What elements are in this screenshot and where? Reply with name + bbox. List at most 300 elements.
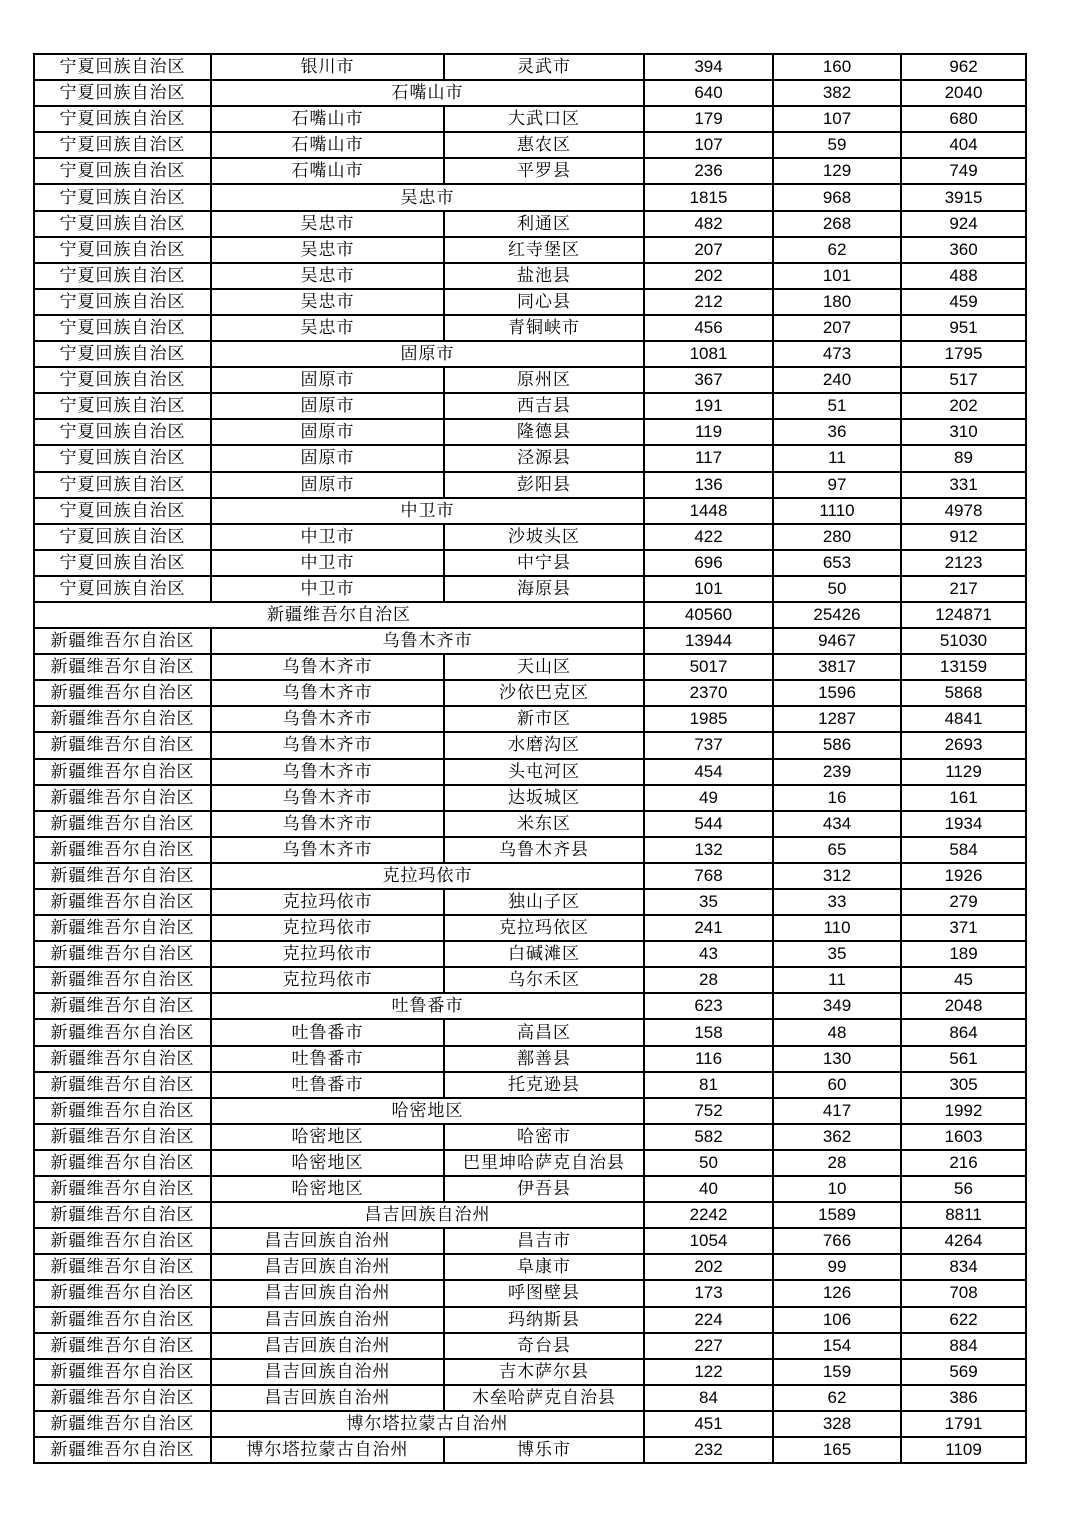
- cell-value-1: 49: [644, 785, 773, 811]
- cell-province: 新疆维吾尔自治区: [34, 706, 211, 732]
- cell-value-3: 924: [901, 211, 1026, 237]
- cell-value-1: 752: [644, 1098, 773, 1124]
- table-row: [34, 1437, 1026, 1463]
- table-row: [34, 315, 1026, 341]
- cell-value-2: 1110: [773, 498, 901, 524]
- cell-province: 新疆维吾尔自治区: [34, 1176, 211, 1202]
- cell-value-1: 136: [644, 472, 773, 498]
- cell-district: 天山区: [444, 654, 644, 680]
- cell-district: 高昌区: [444, 1019, 644, 1045]
- cell-city: 吐鲁番市: [211, 1046, 444, 1072]
- cell-city: 昌吉回族自治州: [211, 1385, 444, 1411]
- cell-province: 新疆维吾尔自治区: [34, 1072, 211, 1098]
- cell-city: 石嘴山市: [211, 106, 444, 132]
- cell-value-1: 454: [644, 759, 773, 785]
- cell-province: 宁夏回族自治区: [34, 315, 211, 341]
- table-row: [34, 654, 1026, 680]
- cell-district: 鄯善县: [444, 1046, 644, 1072]
- table-row: [34, 237, 1026, 263]
- cell-value-3: 584: [901, 837, 1026, 863]
- cell-city: 乌鲁木齐市: [211, 785, 444, 811]
- table-row: [34, 1098, 1026, 1124]
- cell-value-1: 84: [644, 1385, 773, 1411]
- cell-value-2: 362: [773, 1124, 901, 1150]
- cell-value-3: 305: [901, 1072, 1026, 1098]
- cell-province: 宁夏回族自治区: [34, 576, 211, 602]
- cell-district: 沙依巴克区: [444, 680, 644, 706]
- cell-value-2: 110: [773, 915, 901, 941]
- cell-value-3: 386: [901, 1385, 1026, 1411]
- cell-value-3: 13159: [901, 654, 1026, 680]
- cell-value-3: 884: [901, 1333, 1026, 1359]
- cell-province: 新疆维吾尔自治区: [34, 1098, 211, 1124]
- cell-district: 彭阳县: [444, 472, 644, 498]
- cell-city: 固原市: [211, 419, 444, 445]
- cell-district: 白碱滩区: [444, 941, 644, 967]
- cell-province: 新疆维吾尔自治区: [34, 837, 211, 863]
- cell-city: 乌鲁木齐市: [211, 654, 444, 680]
- cell-province: 新疆维吾尔自治区: [34, 1254, 211, 1280]
- cell-value-2: 126: [773, 1280, 901, 1306]
- cell-district: 泾源县: [444, 445, 644, 471]
- cell-city: 昌吉回族自治州: [211, 1359, 444, 1385]
- cell-value-1: 191: [644, 393, 773, 419]
- cell-city: 固原市: [211, 445, 444, 471]
- cell-district: 西吉县: [444, 393, 644, 419]
- cell-value-2: 130: [773, 1046, 901, 1072]
- cell-district: 阜康市: [444, 1254, 644, 1280]
- cell-district: 红寺堡区: [444, 237, 644, 263]
- cell-district: 伊吾县: [444, 1176, 644, 1202]
- cell-province: 新疆维吾尔自治区: [34, 1150, 211, 1176]
- cell-value-1: 202: [644, 1254, 773, 1280]
- cell-value-3: 89: [901, 445, 1026, 471]
- cell-value-2: 106: [773, 1307, 901, 1333]
- region-statistics-table: [33, 53, 1027, 1464]
- cell-province: 新疆维吾尔自治区: [34, 915, 211, 941]
- cell-city: 克拉玛依市: [211, 967, 444, 993]
- cell-value-1: 232: [644, 1437, 773, 1463]
- cell-district: 大武口区: [444, 106, 644, 132]
- cell-value-3: 371: [901, 915, 1026, 941]
- table-row: [34, 1124, 1026, 1150]
- cell-value-2: 33: [773, 889, 901, 915]
- cell-district: 乌鲁木齐县: [444, 837, 644, 863]
- cell-district: 吉木萨尔县: [444, 1359, 644, 1385]
- cell-city: 固原市: [211, 472, 444, 498]
- cell-city-total: 石嘴山市: [211, 80, 644, 106]
- cell-city-total: 昌吉回族自治州: [211, 1202, 644, 1228]
- cell-city: 昌吉回族自治州: [211, 1333, 444, 1359]
- cell-value-2: 328: [773, 1411, 901, 1437]
- cell-district: 新市区: [444, 706, 644, 732]
- cell-value-1: 202: [644, 263, 773, 289]
- cell-value-2: 1596: [773, 680, 901, 706]
- cell-value-1: 40560: [644, 602, 773, 628]
- cell-district: 同心县: [444, 289, 644, 315]
- cell-value-2: 160: [773, 54, 901, 80]
- cell-value-1: 422: [644, 524, 773, 550]
- cell-value-1: 582: [644, 1124, 773, 1150]
- cell-value-1: 768: [644, 863, 773, 889]
- cell-value-1: 5017: [644, 654, 773, 680]
- cell-value-2: 268: [773, 211, 901, 237]
- table-row: [34, 915, 1026, 941]
- cell-value-1: 544: [644, 811, 773, 837]
- cell-district: 玛纳斯县: [444, 1307, 644, 1333]
- cell-value-1: 451: [644, 1411, 773, 1437]
- cell-value-3: 488: [901, 263, 1026, 289]
- cell-province: 宁夏回族自治区: [34, 393, 211, 419]
- cell-value-3: 8811: [901, 1202, 1026, 1228]
- cell-province: 新疆维吾尔自治区: [34, 967, 211, 993]
- cell-value-1: 207: [644, 237, 773, 263]
- cell-value-2: 16: [773, 785, 901, 811]
- cell-value-3: 279: [901, 889, 1026, 915]
- table-row: [34, 1150, 1026, 1176]
- cell-value-2: 9467: [773, 628, 901, 654]
- cell-province: 宁夏回族自治区: [34, 524, 211, 550]
- table-row: [34, 132, 1026, 158]
- cell-value-2: 180: [773, 289, 901, 315]
- cell-value-3: 1129: [901, 759, 1026, 785]
- cell-district: 达坂城区: [444, 785, 644, 811]
- cell-value-2: 653: [773, 550, 901, 576]
- cell-value-2: 51: [773, 393, 901, 419]
- cell-value-1: 212: [644, 289, 773, 315]
- cell-city: 乌鲁木齐市: [211, 680, 444, 706]
- cell-value-2: 968: [773, 184, 901, 210]
- table-row: [34, 367, 1026, 393]
- cell-city: 中卫市: [211, 576, 444, 602]
- cell-value-1: 1054: [644, 1228, 773, 1254]
- cell-city-total: 固原市: [211, 341, 644, 367]
- cell-value-1: 482: [644, 211, 773, 237]
- cell-province: 宁夏回族自治区: [34, 211, 211, 237]
- cell-value-2: 129: [773, 158, 901, 184]
- cell-value-2: 382: [773, 80, 901, 106]
- cell-district: 沙坡头区: [444, 524, 644, 550]
- cell-province: 新疆维吾尔自治区: [34, 680, 211, 706]
- cell-value-3: 3915: [901, 184, 1026, 210]
- cell-value-3: 202: [901, 393, 1026, 419]
- cell-city: 固原市: [211, 393, 444, 419]
- cell-city: 固原市: [211, 367, 444, 393]
- cell-district: 托克逊县: [444, 1072, 644, 1098]
- cell-value-1: 179: [644, 106, 773, 132]
- cell-value-3: 680: [901, 106, 1026, 132]
- cell-province: 新疆维吾尔自治区: [34, 941, 211, 967]
- cell-value-3: 2048: [901, 993, 1026, 1019]
- cell-value-3: 189: [901, 941, 1026, 967]
- cell-value-2: 97: [773, 472, 901, 498]
- cell-value-1: 640: [644, 80, 773, 106]
- cell-value-2: 586: [773, 732, 901, 758]
- cell-value-1: 394: [644, 54, 773, 80]
- table-row: [34, 211, 1026, 237]
- cell-province: 宁夏回族自治区: [34, 472, 211, 498]
- cell-city: 哈密地区: [211, 1176, 444, 1202]
- cell-district: 头屯河区: [444, 759, 644, 785]
- cell-value-3: 1926: [901, 863, 1026, 889]
- table-row: [34, 524, 1026, 550]
- cell-value-3: 2040: [901, 80, 1026, 106]
- cell-value-3: 4841: [901, 706, 1026, 732]
- cell-value-2: 62: [773, 237, 901, 263]
- cell-value-3: 4264: [901, 1228, 1026, 1254]
- cell-province: 宁夏回族自治区: [34, 498, 211, 524]
- cell-province: 宁夏回族自治区: [34, 445, 211, 471]
- cell-province: 新疆维吾尔自治区: [34, 1385, 211, 1411]
- cell-province: 新疆维吾尔自治区: [34, 889, 211, 915]
- cell-value-1: 119: [644, 419, 773, 445]
- table-row: [34, 419, 1026, 445]
- cell-value-1: 40: [644, 1176, 773, 1202]
- cell-value-3: 1795: [901, 341, 1026, 367]
- table-row: [34, 602, 1026, 628]
- cell-value-3: 1791: [901, 1411, 1026, 1437]
- cell-value-3: 1992: [901, 1098, 1026, 1124]
- cell-city: 中卫市: [211, 550, 444, 576]
- cell-value-3: 4978: [901, 498, 1026, 524]
- cell-value-3: 310: [901, 419, 1026, 445]
- cell-value-2: 10: [773, 1176, 901, 1202]
- cell-value-1: 117: [644, 445, 773, 471]
- cell-province: 新疆维吾尔自治区: [34, 628, 211, 654]
- cell-district: 独山子区: [444, 889, 644, 915]
- cell-value-1: 227: [644, 1333, 773, 1359]
- cell-city: 吴忠市: [211, 263, 444, 289]
- table-row: [34, 341, 1026, 367]
- cell-district: 青铜峡市: [444, 315, 644, 341]
- cell-value-1: 28: [644, 967, 773, 993]
- cell-value-2: 28: [773, 1150, 901, 1176]
- cell-value-1: 116: [644, 1046, 773, 1072]
- cell-value-3: 51030: [901, 628, 1026, 654]
- cell-value-3: 5868: [901, 680, 1026, 706]
- table-row: [34, 263, 1026, 289]
- cell-district: 乌尔禾区: [444, 967, 644, 993]
- cell-value-3: 56: [901, 1176, 1026, 1202]
- cell-city: 昌吉回族自治州: [211, 1307, 444, 1333]
- table-row: [34, 759, 1026, 785]
- cell-city: 吐鲁番市: [211, 1072, 444, 1098]
- cell-value-1: 101: [644, 576, 773, 602]
- cell-value-3: 749: [901, 158, 1026, 184]
- cell-value-1: 367: [644, 367, 773, 393]
- cell-city: 哈密地区: [211, 1150, 444, 1176]
- cell-district: 呼图壁县: [444, 1280, 644, 1306]
- cell-value-1: 35: [644, 889, 773, 915]
- cell-province: 宁夏回族自治区: [34, 263, 211, 289]
- table-row: [34, 1333, 1026, 1359]
- table-row: [34, 993, 1026, 1019]
- cell-province: 宁夏回族自治区: [34, 80, 211, 106]
- cell-value-2: 36: [773, 419, 901, 445]
- cell-city: 吴忠市: [211, 289, 444, 315]
- cell-city: 昌吉回族自治州: [211, 1280, 444, 1306]
- table-row: [34, 80, 1026, 106]
- cell-province: 宁夏回族自治区: [34, 158, 211, 184]
- table-body: [34, 54, 1026, 1463]
- cell-value-2: 349: [773, 993, 901, 1019]
- cell-value-2: 62: [773, 1385, 901, 1411]
- cell-city: 乌鲁木齐市: [211, 706, 444, 732]
- cell-province: 新疆维吾尔自治区: [34, 1307, 211, 1333]
- cell-value-1: 122: [644, 1359, 773, 1385]
- cell-province: 新疆维吾尔自治区: [34, 1228, 211, 1254]
- cell-district: 博乐市: [444, 1437, 644, 1463]
- cell-value-3: 561: [901, 1046, 1026, 1072]
- cell-value-2: 239: [773, 759, 901, 785]
- table-row: [34, 1202, 1026, 1228]
- cell-district: 水磨沟区: [444, 732, 644, 758]
- cell-city: 吴忠市: [211, 237, 444, 263]
- cell-value-3: 216: [901, 1150, 1026, 1176]
- cell-district: 昌吉市: [444, 1228, 644, 1254]
- table-row: [34, 289, 1026, 315]
- cell-value-3: 912: [901, 524, 1026, 550]
- cell-city: 吴忠市: [211, 315, 444, 341]
- table-row: [34, 732, 1026, 758]
- table-row: [34, 472, 1026, 498]
- cell-value-3: 834: [901, 1254, 1026, 1280]
- cell-value-1: 456: [644, 315, 773, 341]
- cell-value-2: 60: [773, 1072, 901, 1098]
- cell-value-3: 1934: [901, 811, 1026, 837]
- cell-city-total: 克拉玛依市: [211, 863, 644, 889]
- cell-value-3: 951: [901, 315, 1026, 341]
- table-row: [34, 967, 1026, 993]
- cell-city: 昌吉回族自治州: [211, 1228, 444, 1254]
- table-row: [34, 445, 1026, 471]
- table-row: [34, 680, 1026, 706]
- cell-city: 乌鲁木齐市: [211, 759, 444, 785]
- cell-city: 克拉玛依市: [211, 915, 444, 941]
- cell-province: 新疆维吾尔自治区: [34, 1046, 211, 1072]
- cell-value-1: 107: [644, 132, 773, 158]
- cell-province: 宁夏回族自治区: [34, 106, 211, 132]
- cell-value-3: 517: [901, 367, 1026, 393]
- cell-district: 米东区: [444, 811, 644, 837]
- cell-district: 灵武市: [444, 54, 644, 80]
- cell-value-3: 1603: [901, 1124, 1026, 1150]
- cell-province: 新疆维吾尔自治区: [34, 863, 211, 889]
- cell-city: 博尔塔拉蒙古自治州: [211, 1437, 444, 1463]
- cell-value-3: 217: [901, 576, 1026, 602]
- cell-city: 昌吉回族自治州: [211, 1254, 444, 1280]
- cell-value-1: 158: [644, 1019, 773, 1045]
- cell-city: 哈密地区: [211, 1124, 444, 1150]
- cell-district: 隆德县: [444, 419, 644, 445]
- cell-value-2: 312: [773, 863, 901, 889]
- cell-province: 新疆维吾尔自治区: [34, 1019, 211, 1045]
- cell-province: 新疆维吾尔自治区: [34, 1124, 211, 1150]
- cell-city: 克拉玛依市: [211, 889, 444, 915]
- cell-value-1: 81: [644, 1072, 773, 1098]
- cell-province: 新疆维吾尔自治区: [34, 811, 211, 837]
- cell-value-2: 101: [773, 263, 901, 289]
- table-row: [34, 1046, 1026, 1072]
- cell-value-2: 25426: [773, 602, 901, 628]
- cell-value-1: 1985: [644, 706, 773, 732]
- cell-province: 新疆维吾尔自治区: [34, 1359, 211, 1385]
- cell-province: 新疆维吾尔自治区: [34, 1333, 211, 1359]
- cell-city: 石嘴山市: [211, 132, 444, 158]
- cell-value-1: 1448: [644, 498, 773, 524]
- cell-value-2: 154: [773, 1333, 901, 1359]
- table-row: [34, 811, 1026, 837]
- cell-province-total: 新疆维吾尔自治区: [34, 602, 644, 628]
- cell-value-1: 2370: [644, 680, 773, 706]
- cell-value-1: 1081: [644, 341, 773, 367]
- cell-value-1: 2242: [644, 1202, 773, 1228]
- cell-value-1: 132: [644, 837, 773, 863]
- cell-province: 宁夏回族自治区: [34, 341, 211, 367]
- cell-value-1: 50: [644, 1150, 773, 1176]
- cell-value-1: 1815: [644, 184, 773, 210]
- cell-province: 新疆维吾尔自治区: [34, 732, 211, 758]
- table-row: [34, 863, 1026, 889]
- cell-value-3: 622: [901, 1307, 1026, 1333]
- table-row: [34, 628, 1026, 654]
- table-row: [34, 706, 1026, 732]
- table-row: [34, 889, 1026, 915]
- cell-district: 克拉玛依区: [444, 915, 644, 941]
- cell-city: 乌鲁木齐市: [211, 811, 444, 837]
- cell-city: 银川市: [211, 54, 444, 80]
- table-row: [34, 184, 1026, 210]
- table-row: [34, 1019, 1026, 1045]
- table-row: [34, 106, 1026, 132]
- cell-district: 中宁县: [444, 550, 644, 576]
- cell-district: 巴里坤哈萨克自治县: [444, 1150, 644, 1176]
- table-row: [34, 837, 1026, 863]
- cell-value-2: 59: [773, 132, 901, 158]
- cell-value-2: 65: [773, 837, 901, 863]
- cell-city-total: 哈密地区: [211, 1098, 644, 1124]
- cell-value-3: 708: [901, 1280, 1026, 1306]
- cell-province: 宁夏回族自治区: [34, 289, 211, 315]
- cell-province: 宁夏回族自治区: [34, 132, 211, 158]
- cell-value-3: 1109: [901, 1437, 1026, 1463]
- cell-value-2: 50: [773, 576, 901, 602]
- table-row: [34, 393, 1026, 419]
- cell-value-2: 207: [773, 315, 901, 341]
- cell-value-2: 107: [773, 106, 901, 132]
- cell-province: 新疆维吾尔自治区: [34, 785, 211, 811]
- cell-value-1: 623: [644, 993, 773, 1019]
- table-row: [34, 1385, 1026, 1411]
- cell-city: 吴忠市: [211, 211, 444, 237]
- cell-province: 新疆维吾尔自治区: [34, 993, 211, 1019]
- cell-value-2: 240: [773, 367, 901, 393]
- table-row: [34, 1254, 1026, 1280]
- table-row: [34, 1072, 1026, 1098]
- cell-city: 石嘴山市: [211, 158, 444, 184]
- cell-value-2: 48: [773, 1019, 901, 1045]
- table-row: [34, 550, 1026, 576]
- cell-value-3: 124871: [901, 602, 1026, 628]
- cell-value-1: 737: [644, 732, 773, 758]
- cell-province: 新疆维吾尔自治区: [34, 759, 211, 785]
- table-container: [33, 53, 1027, 1464]
- cell-value-3: 2123: [901, 550, 1026, 576]
- cell-province: 宁夏回族自治区: [34, 550, 211, 576]
- cell-value-2: 473: [773, 341, 901, 367]
- cell-city: 克拉玛依市: [211, 941, 444, 967]
- cell-province: 新疆维吾尔自治区: [34, 1280, 211, 1306]
